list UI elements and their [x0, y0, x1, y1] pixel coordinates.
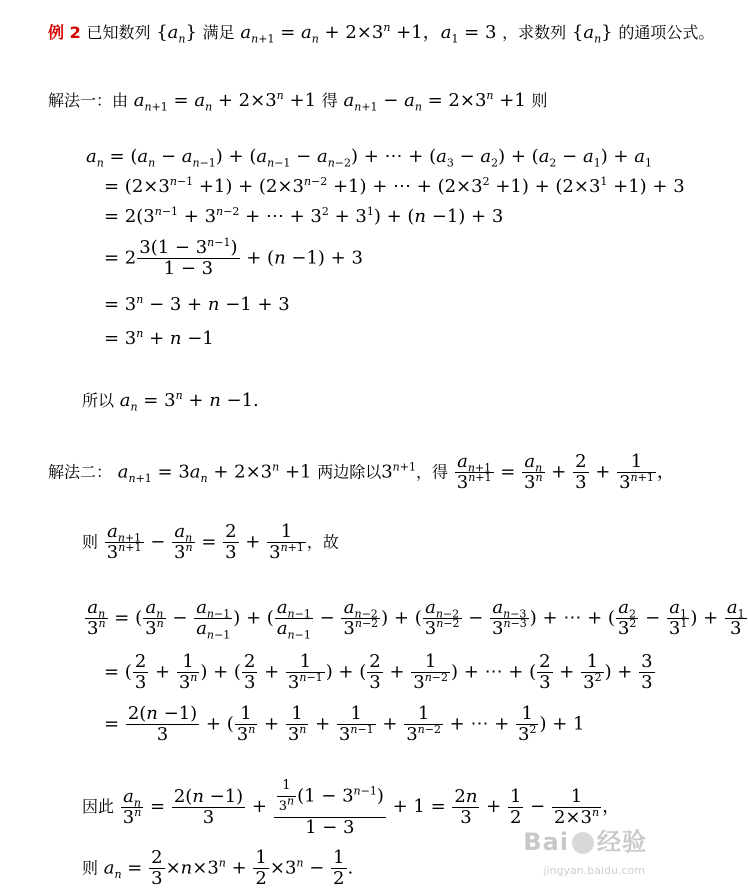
method2-hence: 因此 [82, 797, 115, 816]
method2-therefore: ，故 [306, 532, 339, 552]
paw-icon [572, 832, 594, 854]
m2-eq-3: = $\frac{2(n -1)}{3}$ + ( $\frac{1}{3^n}$ + $\frac{1}{3^n}$ + $\frac{1}{3^{n-1}}$ + $\frac{1}{3^{n-2}}$ + ⋯ + $\frac{1}{3^2}$ ) + 1 [104, 703, 585, 745]
m1-eq-3: = $2(3^{n-1} + 3^{n-2}$ + ⋯ + $3^2 + 3^1) + (n -1) + 3$ [104, 205, 504, 227]
watermark-brand: Bai [523, 828, 569, 856]
method2-final-prefix: 则 [82, 858, 99, 878]
watermark-url: jingyan.baidu.com [543, 864, 645, 877]
method2-then: 则 $\frac{a_{n+1}}{3^{n+1}}$ − $\frac{a_n}{3^n}$ = $\frac{2}{3}$ + $\frac{1}{3^{n+1}}$ ，故 [82, 521, 339, 563]
baidu-watermark [523, 822, 647, 857]
example-text-b: 满足 [202, 23, 235, 42]
m1-eq-5: = $3^n - 3 + n -1 + 3$ [104, 293, 290, 315]
m1-conclusion: 所以 $a_n = 3^n + n -1$. [82, 389, 259, 414]
m1-eq-2: = $(2\times 3^{n-1} +1) + (2\times 3^{n-2} +1)$ + ⋯ + $(2\times 3^2 +1) + (2\times 3^1 +1) + 3$ [104, 175, 685, 197]
m1-conclusion-prefix: 所以 [82, 391, 115, 410]
watermark-brand2: 经验 [597, 828, 647, 856]
m1-eq-6: = $3^n + n -1$ [104, 327, 214, 349]
m2-final: 则 $a_n$ = $\frac{2}{3}$ $\times n\times 3^n$ + $\frac{1}{2}$ $\times 3^n$ − $\frac{1}{2}$ . [82, 847, 354, 889]
example-statement: 例 2 已知数列 $\{a_n\}$ 满足 $a_{n+1} = a_n + 2\times 3^n +1$，$a_1 = 3$ ，求数列 $\{a_n\}$ 的通项公式。 [48, 21, 715, 46]
example-text-c: ，求数列 [502, 23, 567, 42]
example-text-a: 已知数列 [86, 23, 151, 42]
method2-mid2: ，得 [415, 462, 448, 482]
m2-eq-1: $\frac{a_n}{3^n}$ = ( $\frac{a_n}{3^n}$ − $\frac{a_{n-1}}{a_{n-1}}$ ) + ( $\frac{a_{n-1}}{a_{n-1}}$ − $\frac{a_{n-2}}{3^{n-2}}$ ) + ( $\frac{a_{n-2}}{3^{n-2}}$ − $\frac{a_{n-3}}{3^{n-3}}$ ) + ⋯ + ( $\frac{a_2}{3^2}$ − $\frac{a_1}{3^1}$ ) + $\frac{a_1}{3}$ [87, 597, 745, 642]
method2-mid: 两边除以 [317, 462, 382, 482]
m1-eq-1: $a_n = (a_n - a_{n-1}) + (a_{n-1} - a_{n-2})$ + ⋯ + $(a_3 - a_2) + (a_2 - a_1) + a_1$ [86, 146, 652, 170]
method1-mid: 得 [321, 91, 338, 110]
example-text-d: 的通项公式。 [618, 23, 715, 42]
method2-then-label: 则 [82, 532, 99, 552]
m1-eq-4: = 2 $\frac{3(1 - 3^{n-1})}{1 - 3}$ + (n −1) + 3 [104, 236, 363, 279]
method2-label: 解法二： [48, 462, 113, 482]
method1-header: 解法一：由 $a_{n+1} = a_n + 2\times 3^n +1$ 得 $a_{n+1} - a_n = 2\times 3^n +1$ 则 [48, 89, 548, 114]
method1-label: 解法一：由 [48, 91, 129, 110]
m2-eq-2: = ( $\frac{2}{3}$ + $\frac{1}{3^n}$ ) + ( $\frac{2}{3}$ + $\frac{1}{3^{n-1}}$ ) + ( $\frac{2}{3}$ + $\frac{1}{3^{n-2}}$ ) + ⋯ + ( $\frac{2}{3}$ + $\frac{1}{3^2}$ ) + $\frac{3}{3}$ [104, 651, 653, 693]
example-label: 例 2 [48, 23, 81, 42]
method1-end: 则 [531, 91, 548, 110]
m2-hence: 因此 $\frac{a_n}{3^n}$ = $\frac{2(n -1)}{3}$ + $\frac{1}{3^n}$ $(1 - 3^{n-1})$ 1 − 3 + 1 = $\frac{2n}{3}$ + $\frac{1}{2}$ − $\frac{1}{2\times 3^n}$ ， [82, 778, 621, 838]
method2-header: 解法二： $a_{n+1} = 3a_n + 2\times 3^n +1$ 两边除以$3^{n+1}$，得 $\frac{a_{n+1}}{3^{n+1}}$ = $\frac{a_n}{3^n}$ + $\frac{2}{3}$ + $\frac{1}{3^{n+1}}$ ， [48, 451, 675, 493]
